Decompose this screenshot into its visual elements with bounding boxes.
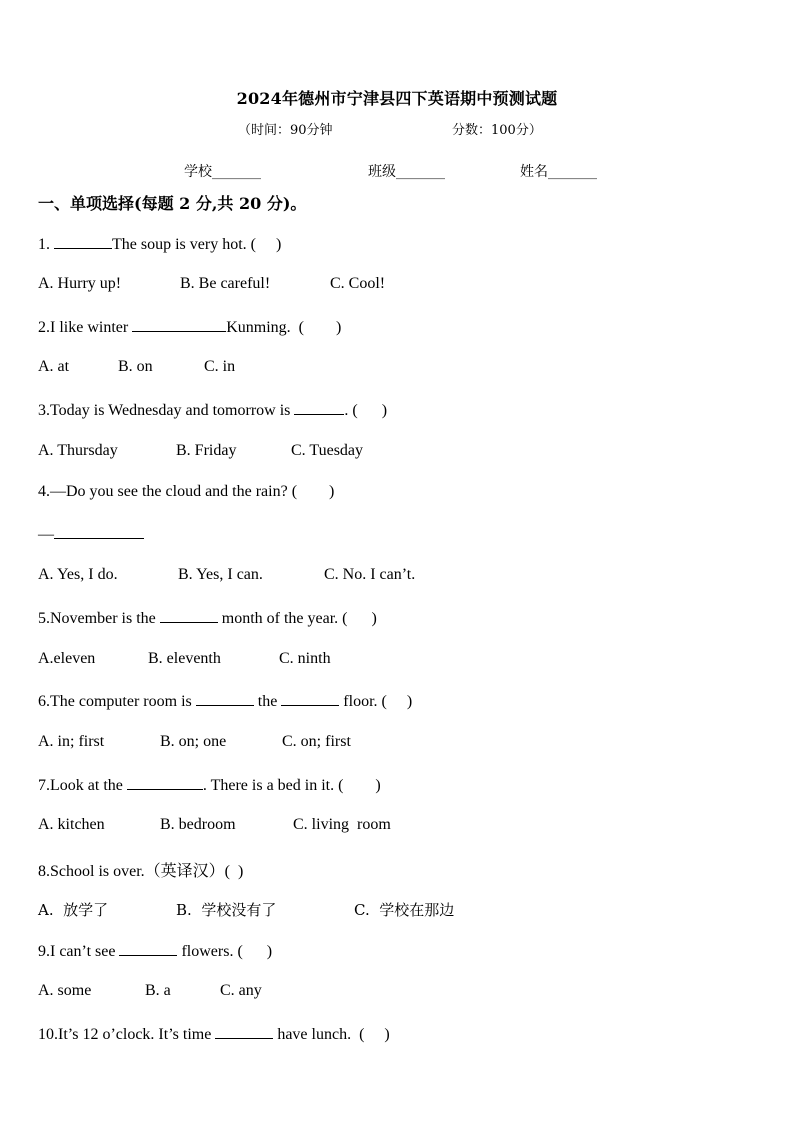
question-3	[38, 400, 387, 420]
option-c: C. Cool!	[330, 275, 386, 292]
option-b: B. bedroom	[160, 816, 236, 833]
option-c: C. No. I can’t.	[324, 566, 416, 583]
option-c: C. on; first	[282, 733, 351, 750]
question-4-answer-line	[38, 524, 144, 544]
option-a: A. 放学了	[38, 901, 109, 919]
answer-blank	[294, 400, 344, 415]
question-text: 5.November is the	[38, 610, 160, 627]
question-7	[38, 775, 381, 795]
question-text: 9.I can’t see	[38, 943, 120, 960]
question-10	[38, 1024, 390, 1044]
question-text: 6.The computer room is	[38, 693, 196, 710]
answer-blank	[127, 775, 203, 790]
question-text: Kunming. ( )	[226, 319, 342, 336]
option-c: C. in	[204, 358, 236, 375]
option-c: C. ninth	[279, 650, 331, 667]
option-c: C. any	[220, 982, 262, 999]
answer-blank	[132, 317, 226, 332]
question-text: 1.	[38, 236, 54, 253]
question-text: . ( )	[344, 402, 388, 419]
option-b: B. on; one	[160, 733, 227, 750]
exam-score: 分数：100分）	[452, 123, 542, 138]
question-text: The soup is very hot. ( )	[112, 236, 282, 253]
option-b: B. Yes, I can.	[178, 566, 263, 583]
answer-blank	[54, 234, 112, 249]
option-a: A.eleven	[38, 650, 96, 667]
question-5	[38, 608, 377, 628]
section-title: 一、单项选择(每题 2 分,共 20 分)。	[38, 194, 307, 213]
question-1	[38, 234, 281, 254]
option-a: A. some	[38, 982, 92, 999]
question-text: 2.I like winter	[38, 319, 133, 336]
question-text: floor. ( )	[339, 693, 413, 710]
question-text: month of the year. ( )	[217, 610, 377, 627]
answer-blank	[215, 1024, 273, 1039]
question-8: 8.School is over.（英译汉）( )	[38, 863, 244, 880]
option-a: A. kitchen	[38, 816, 105, 833]
option-c: C. Tuesday	[291, 442, 364, 459]
option-b: B. on	[118, 358, 153, 375]
option-a: A. Yes, I do.	[38, 566, 118, 583]
answer-blank	[54, 524, 144, 539]
question-text: 10.It’s 12 o’clock. It’s time	[38, 1026, 216, 1043]
option-b: B. Friday	[176, 442, 237, 459]
option-b: B. Be careful!	[180, 275, 271, 292]
answer-blank	[196, 691, 254, 706]
option-a: A. Thursday	[38, 442, 118, 459]
question-6	[38, 691, 412, 711]
question-text: the	[253, 693, 282, 710]
name-field: 姓名_______	[520, 164, 597, 180]
class-field: 班级_______	[368, 164, 445, 180]
school-field: 学校_______	[184, 164, 261, 180]
question-4: 4.—Do you see the cloud and the rain? ( )	[38, 483, 335, 500]
option-a: A. in; first	[38, 733, 105, 750]
question-text: 3.Today is Wednesday and tomorrow is	[38, 402, 295, 419]
question-text: 7.Look at the	[38, 777, 127, 794]
option-c: C. 学校在那边	[354, 901, 455, 919]
answer-blank	[281, 691, 339, 706]
page-title: 2024年德州市宁津县四下英语期中预测试题	[236, 89, 558, 108]
option-a: A. at	[38, 358, 70, 375]
question-2	[38, 317, 341, 337]
question-9	[38, 941, 272, 961]
option-a: A. Hurry up!	[38, 275, 122, 292]
question-text: have lunch. ( )	[273, 1026, 390, 1043]
answer-blank	[119, 941, 177, 956]
question-text: flowers. ( )	[177, 943, 273, 960]
option-b: B. a	[145, 982, 171, 999]
dash: —	[38, 526, 54, 543]
answer-blank	[160, 608, 218, 623]
option-b: B. 学校没有了	[176, 901, 277, 919]
question-text: . There is a bed in it. ( )	[202, 777, 381, 794]
option-c: C. living room	[293, 816, 391, 833]
exam-time: （时间：90分钟	[238, 123, 333, 138]
option-b: B. eleventh	[148, 650, 221, 667]
